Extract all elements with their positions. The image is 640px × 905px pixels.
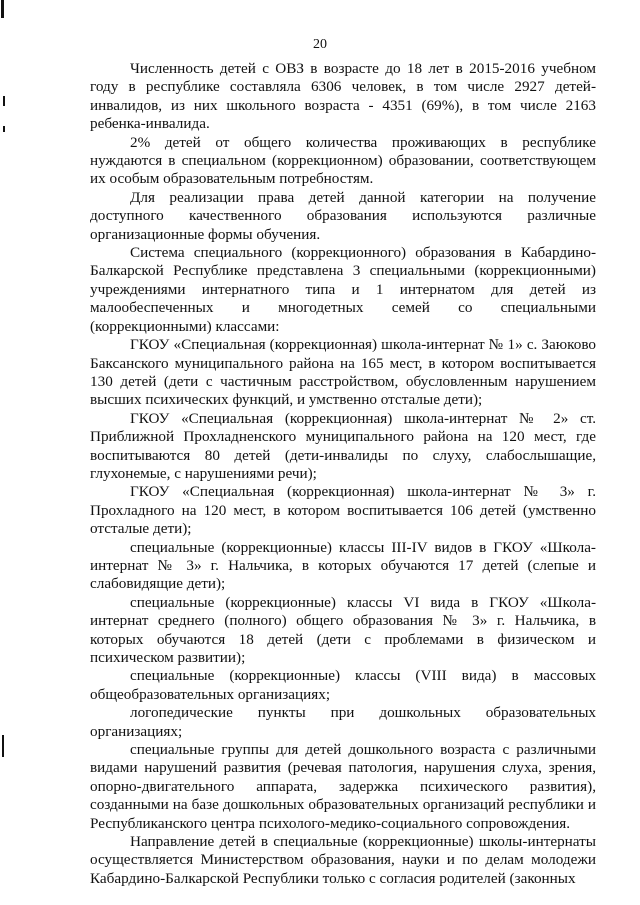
list-item-classes-8: специальные (коррекционные) классы (VIII вида) в массовых общеобразовательных организациях; xyxy=(90,667,596,703)
scan-edge-mark xyxy=(3,96,5,106)
list-item-school-3: ГКОУ «Специальная (коррекционная) школа-интернат № 3» г. Прохладного на 120 мест, в котором воспитывается 106 детей (умственно отсталые дети); xyxy=(90,483,596,538)
paragraph-forms: Для реализации права детей данной категории на получение доступного качественного образования используются различные организационные формы обучения. xyxy=(90,188,596,243)
list-item-preschool-groups: специальные группы для детей дошкольного возраста с различными видами нарушений развития (речевая патология, нарушения слуха, зрения, опорно-двигательного аппарата, задержка психического развития), созданными на базе дошкольных образовательных организаций республики и Республиканского центра психолого-медико-социального сопровождения. xyxy=(90,741,596,832)
paragraph-statistics: Численность детей с ОВЗ в возрасте до 18 лет в 2015-2016 учебном году в республике составляла 6306 человек, в том числе 2927 детей-инвалидов, из них школьного возраста - 4351 (69%), в том числе 2163 ребенка-инвалида. xyxy=(90,60,596,133)
scan-edge-mark xyxy=(1,0,4,18)
scan-edge-mark xyxy=(2,735,4,757)
list-item-classes-6: специальные (коррекционные) классы VI вида в ГКОУ «Школа-интернат среднего (полного) общего образования № 3» г. Нальчика, в которых обучаются 18 детей (дети с проблемами в физическом и психическом развитии); xyxy=(90,593,596,666)
page-number: 20 xyxy=(313,37,327,52)
paragraph-referral: Направление детей в специальные (коррекционные) школы-интернаты осуществляется Министерством образования, науки и по делам молодежи Кабардино-Балкарской Республики только с согласия родителей (законных xyxy=(90,833,596,887)
list-item-school-1: ГКОУ «Специальная (коррекционная) школа-интернат № 1» с. Заюково Баксанского муниципального района на 165 мест, в котором воспитывается 130 детей (дети с частичным расстройством, обусловленным нарушением высших психических функций, и умственно отсталые дети); xyxy=(90,336,596,409)
list-item-speech-points: логопедические пункты при дошкольных образовательных организациях; xyxy=(90,704,596,740)
document-body xyxy=(90,60,596,888)
paragraph-system: Система специального (коррекционного) образования в Кабардино-Балкарской Республике представлена 3 специальными (коррекционными) учреждениями интернатного типа и 1 интернатом для детей из малообеспеченных и многодетных семей со специальными (коррекционными) классами: xyxy=(90,244,596,335)
paragraph-percentage: 2% детей от общего количества проживающих в республике нуждаются в специальном (коррекционном) образовании, соответствующем их особым образовательным потребностям. xyxy=(90,133,596,188)
list-item-school-2: ГКОУ «Специальная (коррекционная) школа-интернат № 2» ст. Приближной Прохладненского муниципального района на 120 мест, где воспитываются 80 детей (дети-инвалиды по слуху, слабослышащие, глухонемые, с нарушениями речи); xyxy=(90,409,596,482)
scan-edge-mark xyxy=(3,126,5,132)
list-item-classes-3-4: специальные (коррекционные) классы III-IV видов в ГКОУ «Школа-интернат № 3» г. Нальчика, в которых обучаются 17 детей (слепые и слабовидящие дети); xyxy=(90,538,596,593)
